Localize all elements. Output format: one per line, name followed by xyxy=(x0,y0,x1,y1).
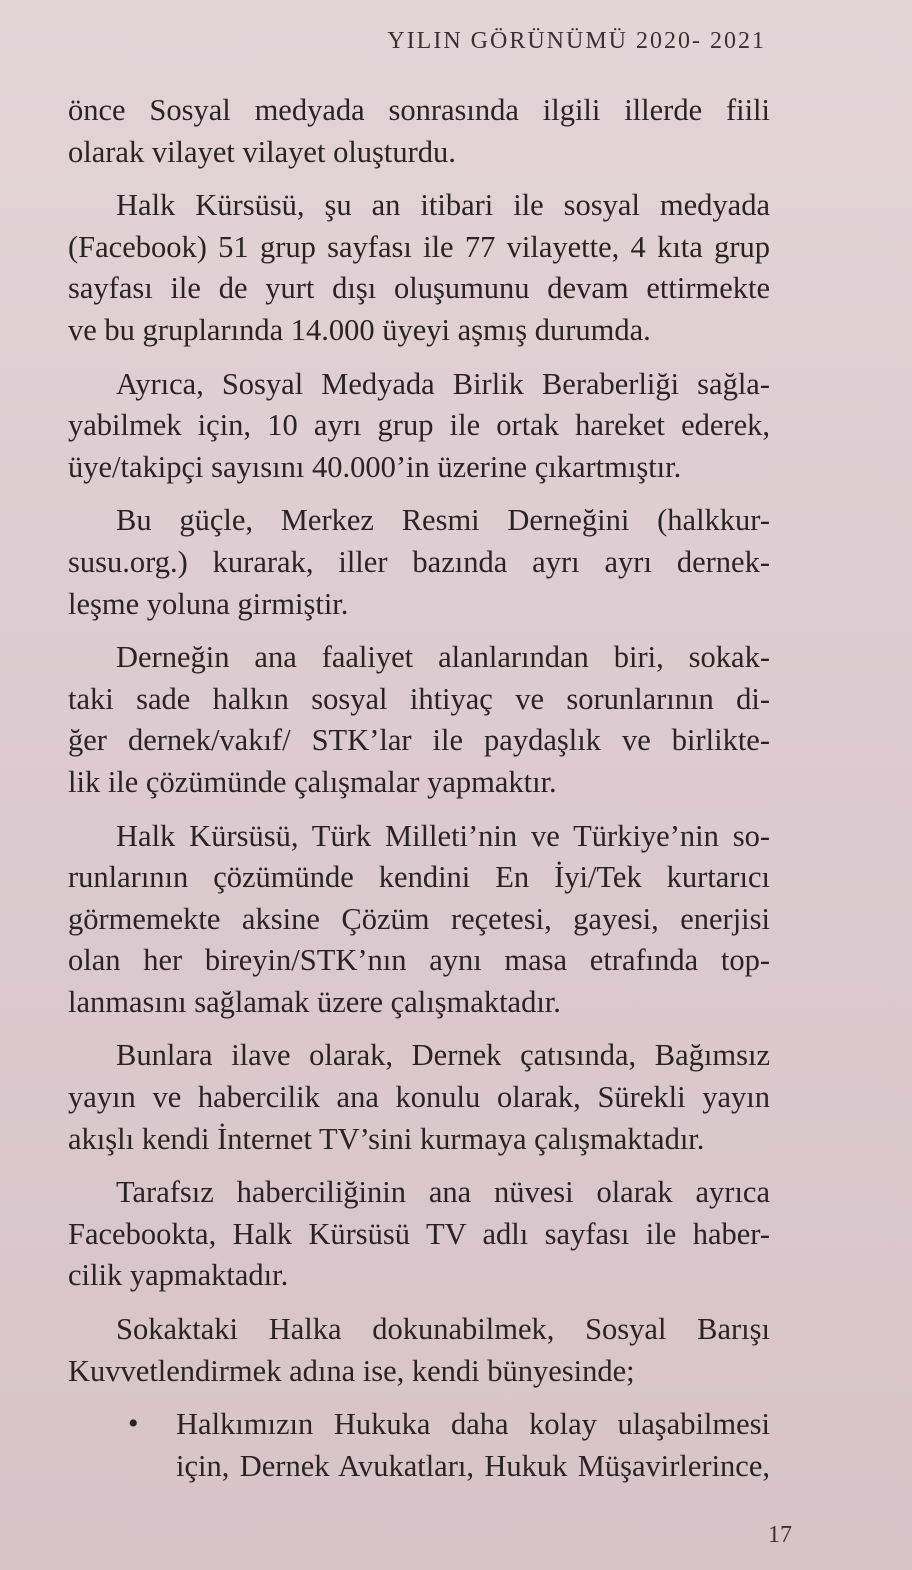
text-line: Halk Kürsüsü, şu an itibari ile sosyal medyada xyxy=(116,188,770,223)
page-number: 17 xyxy=(768,1522,792,1548)
text-line: lik ile çözümünde çalışmalar yapmaktır. xyxy=(68,764,557,799)
text-line: önce Sosyal medyada sonrasında ilgili illerde fiili xyxy=(68,93,770,127)
text-line: Tarafsız haberciliğinin ana nüvesi olarak ayrıca xyxy=(116,1175,770,1210)
paragraph-5 xyxy=(68,637,770,803)
paragraph-7 xyxy=(68,1035,770,1160)
paragraph-6 xyxy=(68,816,770,1024)
page-body xyxy=(68,90,770,1487)
text-line: için, Dernek Avukatları, Hukuk Müşavirlerince, xyxy=(176,1448,770,1483)
text-line: Bu güçle, Merkez Resmi Derneğini (halkkur- xyxy=(116,503,770,538)
bullet-marker: • xyxy=(128,1407,139,1441)
paragraph-4 xyxy=(68,500,770,625)
text-line: ve bu gruplarında 14.000 üyeyi aşmış durumda. xyxy=(68,312,651,347)
paragraph-8 xyxy=(68,1172,770,1297)
text-line: görmemekte aksine Çözüm reçetesi, gayesi, enerjisi xyxy=(68,901,770,936)
paragraph-3 xyxy=(68,364,770,489)
text-line: runlarının çözümünde kendini En İyi/Tek kurtarıcı xyxy=(68,860,770,895)
paragraph-9 xyxy=(68,1309,770,1392)
text-line: Derneğin ana faaliyet alanlarından biri, sokak- xyxy=(116,640,770,675)
text-line: sayfası ile de yurt dışı oluşumunu devam ettirmekte xyxy=(68,271,770,306)
paragraph-1 xyxy=(68,90,770,173)
text-line: (Facebook) 51 grup sayfası ile 77 vilayette, 4 kıta grup xyxy=(68,229,770,264)
text-line: susu.org.) kurarak, iller bazında ayrı ayrı dernek- xyxy=(68,544,770,579)
text-line: olarak vilayet vilayet oluşturdu. xyxy=(68,134,456,169)
text-line: Ayrıca, Sosyal Medyada Birlik Beraberliği sağla- xyxy=(116,366,770,401)
text-line: Facebookta, Halk Kürsüsü TV adlı sayfası ile haber- xyxy=(68,1216,770,1251)
text-line: yabilmek için, 10 ayrı grup ile ortak hareket ederek, xyxy=(68,408,770,443)
text-line: lanmasını sağlamak üzere çalışmaktadır. xyxy=(68,984,561,1019)
text-line: Bunlara ilave olarak, Dernek çatısında, Bağımsız xyxy=(116,1038,770,1073)
bullet-item xyxy=(68,1404,770,1487)
text-line: Halkımızın Hukuka daha kolay ulaşabilmesi xyxy=(176,1407,770,1442)
running-header: YILIN GÖRÜNÜMÜ 2020- 2021 xyxy=(387,28,766,54)
text-line: ğer dernek/vakıf/ STK’lar ile paydaşlık ve birlikte- xyxy=(68,723,770,758)
text-line: Sokaktaki Halka dokunabilmek, Sosyal Barışı xyxy=(116,1312,770,1347)
text-line: taki sade halkın sosyal ihtiyaç ve sorunlarının di- xyxy=(68,681,770,716)
text-line: cilik yapmaktadır. xyxy=(68,1258,289,1293)
text-line: leşme yoluna girmiştir. xyxy=(68,586,349,621)
text-line: Halk Kürsüsü, Türk Milleti’nin ve Türkiye’nin so- xyxy=(116,818,770,853)
text-line: olan her bireyin/STK’nın aynı masa etrafında top- xyxy=(68,943,770,978)
text-line: akışlı kendi İnternet TV’sini kurmaya çalışmaktadır. xyxy=(68,1121,705,1156)
text-line: yayın ve habercilik ana konulu olarak, Sürekli yayın xyxy=(68,1080,770,1115)
text-line: Kuvvetlendirmek adına ise, kendi bünyesinde; xyxy=(68,1353,635,1388)
text-line: üye/takipçi sayısını 40.000’in üzerine çıkartmıştır. xyxy=(68,449,682,484)
paragraph-2 xyxy=(68,185,770,351)
